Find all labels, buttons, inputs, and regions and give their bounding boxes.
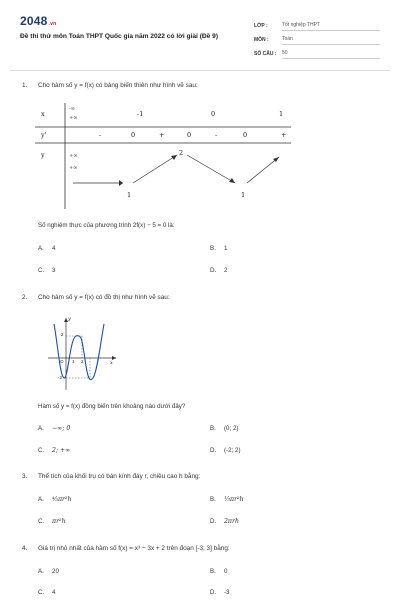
graph-tick-bottom: -2: [58, 375, 63, 380]
table-sign: 0: [243, 131, 248, 139]
question-4-stem: [22, 545, 230, 552]
table-sign: -: [99, 131, 102, 139]
option-b[interactable]: [210, 425, 238, 432]
option-letter: A.: [38, 496, 44, 503]
question-number: 1.: [22, 82, 28, 89]
option-text: 2: [224, 267, 228, 274]
question-2-stem: [22, 294, 170, 301]
option-letter: D.: [210, 518, 217, 525]
header-divider: [10, 70, 390, 71]
option-text: 2; +∞: [52, 447, 71, 454]
question-1-prompt: Số nghiệm thực của phương trình 2f(x) − 5 = 0 là:: [38, 222, 175, 229]
table-x-value: -∞: [69, 106, 75, 112]
question-3-stem: [22, 473, 200, 480]
graph-tick-2: 2: [81, 359, 84, 364]
option-a[interactable]: [38, 496, 71, 503]
option-a[interactable]: [38, 245, 55, 252]
option-text: 4: [52, 245, 56, 252]
option-text: 1: [224, 245, 228, 252]
question-text: Cho hàm số y = f(x) có đồ thị như hình vẽ sau:: [38, 294, 170, 301]
option-letter: A.: [38, 568, 44, 575]
question-2-prompt: Hàm số y = f(x) đồng biến trên khoảng nào dưới đây?: [38, 403, 186, 410]
table-yprime-label: y': [41, 131, 47, 139]
option-text: -3: [224, 589, 230, 596]
option-text: ⁴⁄₃πr²h: [52, 496, 72, 503]
table-sign: 0: [131, 131, 136, 139]
option-letter: B.: [210, 568, 216, 575]
option-letter: A.: [38, 245, 44, 252]
option-text: 20: [52, 568, 59, 575]
function-graph: [46, 316, 118, 392]
meta-row-count: [254, 45, 380, 59]
meta-label: MÔN :: [254, 37, 269, 43]
question-1-stem: [22, 82, 198, 89]
question-text: Thể tích của khối trụ có bán kính đáy r, chiều cao h bằng:: [38, 473, 201, 480]
option-letter: B.: [210, 245, 216, 252]
option-d[interactable]: [210, 589, 230, 596]
option-text: (-2; 2): [224, 447, 241, 454]
logo-text: 2048: [20, 14, 48, 28]
option-text: (0; 2): [224, 425, 239, 432]
option-letter: C.: [38, 518, 45, 525]
option-letter: D.: [210, 267, 217, 274]
option-b[interactable]: [210, 568, 227, 575]
exam-meta: [254, 17, 380, 59]
table-y-value: 1: [127, 191, 132, 199]
option-c[interactable]: [38, 447, 70, 454]
option-text: 2πrh: [224, 518, 239, 525]
table-y-value: 2: [179, 149, 184, 157]
meta-row-subject: [254, 31, 380, 45]
graph-y-label: y: [68, 316, 71, 322]
option-c[interactable]: [38, 267, 55, 274]
option-letter: D.: [210, 589, 217, 596]
meta-row-grade: [254, 17, 380, 31]
table-x-extra: +∞: [69, 115, 78, 121]
table-sign: +: [159, 131, 165, 139]
meta-value: Toán: [282, 36, 380, 45]
meta-value: 50: [282, 50, 380, 59]
option-letter: B.: [210, 496, 216, 503]
table-x-value: 0: [211, 110, 216, 118]
table-sign: -: [215, 131, 218, 139]
option-letter: D.: [210, 447, 217, 454]
table-y-value: 1: [241, 191, 246, 199]
table-x-value: 1: [279, 110, 284, 118]
option-c[interactable]: [38, 589, 55, 596]
question-number: 3.: [22, 473, 28, 480]
question-number: 4.: [22, 545, 28, 552]
table-sign: 0: [187, 131, 192, 139]
option-text: −∞; 0: [52, 425, 71, 432]
option-letter: C.: [38, 589, 45, 596]
option-c[interactable]: [38, 518, 66, 525]
meta-label: LỚP :: [254, 23, 268, 29]
exam-title: Đề thi thử môn Toán THPT Quốc gia năm 2022 có lời giải (Đề 9): [20, 33, 219, 40]
graph-x-label: x: [110, 360, 113, 366]
table-y-value: +∞: [69, 153, 78, 159]
option-text: 0: [224, 568, 228, 575]
variation-table: [35, 103, 291, 209]
option-letter: C.: [38, 267, 45, 274]
option-text: 4: [52, 589, 56, 596]
table-x-value: -1: [137, 110, 144, 118]
graph-origin-label: O: [60, 359, 64, 364]
logo-suffix: .vn: [48, 21, 57, 27]
function-graph-svg: [46, 316, 118, 392]
graph-tick-1: 1: [72, 359, 75, 364]
question-number: 2.: [22, 294, 28, 301]
option-b[interactable]: [210, 245, 227, 252]
question-text: Giá trị nhỏ nhất của hàm số f(x) = x³ − 3x + 2 trên đoạn [-3; 3] bằng:: [38, 545, 230, 552]
option-letter: A.: [38, 425, 44, 432]
option-text: 3: [52, 267, 56, 274]
option-b[interactable]: [210, 496, 244, 503]
option-letter: C.: [38, 447, 45, 454]
option-d[interactable]: [210, 447, 241, 454]
option-d[interactable]: [210, 267, 227, 274]
site-logo[interactable]: [20, 14, 56, 28]
table-x-label: x: [41, 110, 45, 118]
table-y-label: y: [41, 151, 45, 159]
meta-label: SỐ CÂU :: [254, 51, 277, 57]
option-text: πr²h: [52, 518, 66, 525]
graph-tick-top: 2: [61, 332, 64, 337]
option-a[interactable]: [38, 425, 70, 432]
option-a[interactable]: [38, 568, 59, 575]
table-y-value: +∞: [69, 165, 78, 171]
question-text: Cho hàm số y = f(x) có bảng biến thiên như hình vẽ sau:: [38, 82, 198, 89]
option-d[interactable]: [210, 518, 239, 525]
table-sign: +: [281, 131, 287, 139]
option-text: ⅓πr²h: [224, 496, 244, 503]
option-letter: B.: [210, 425, 216, 432]
meta-value: Tốt nghiệp THPT: [282, 22, 380, 31]
